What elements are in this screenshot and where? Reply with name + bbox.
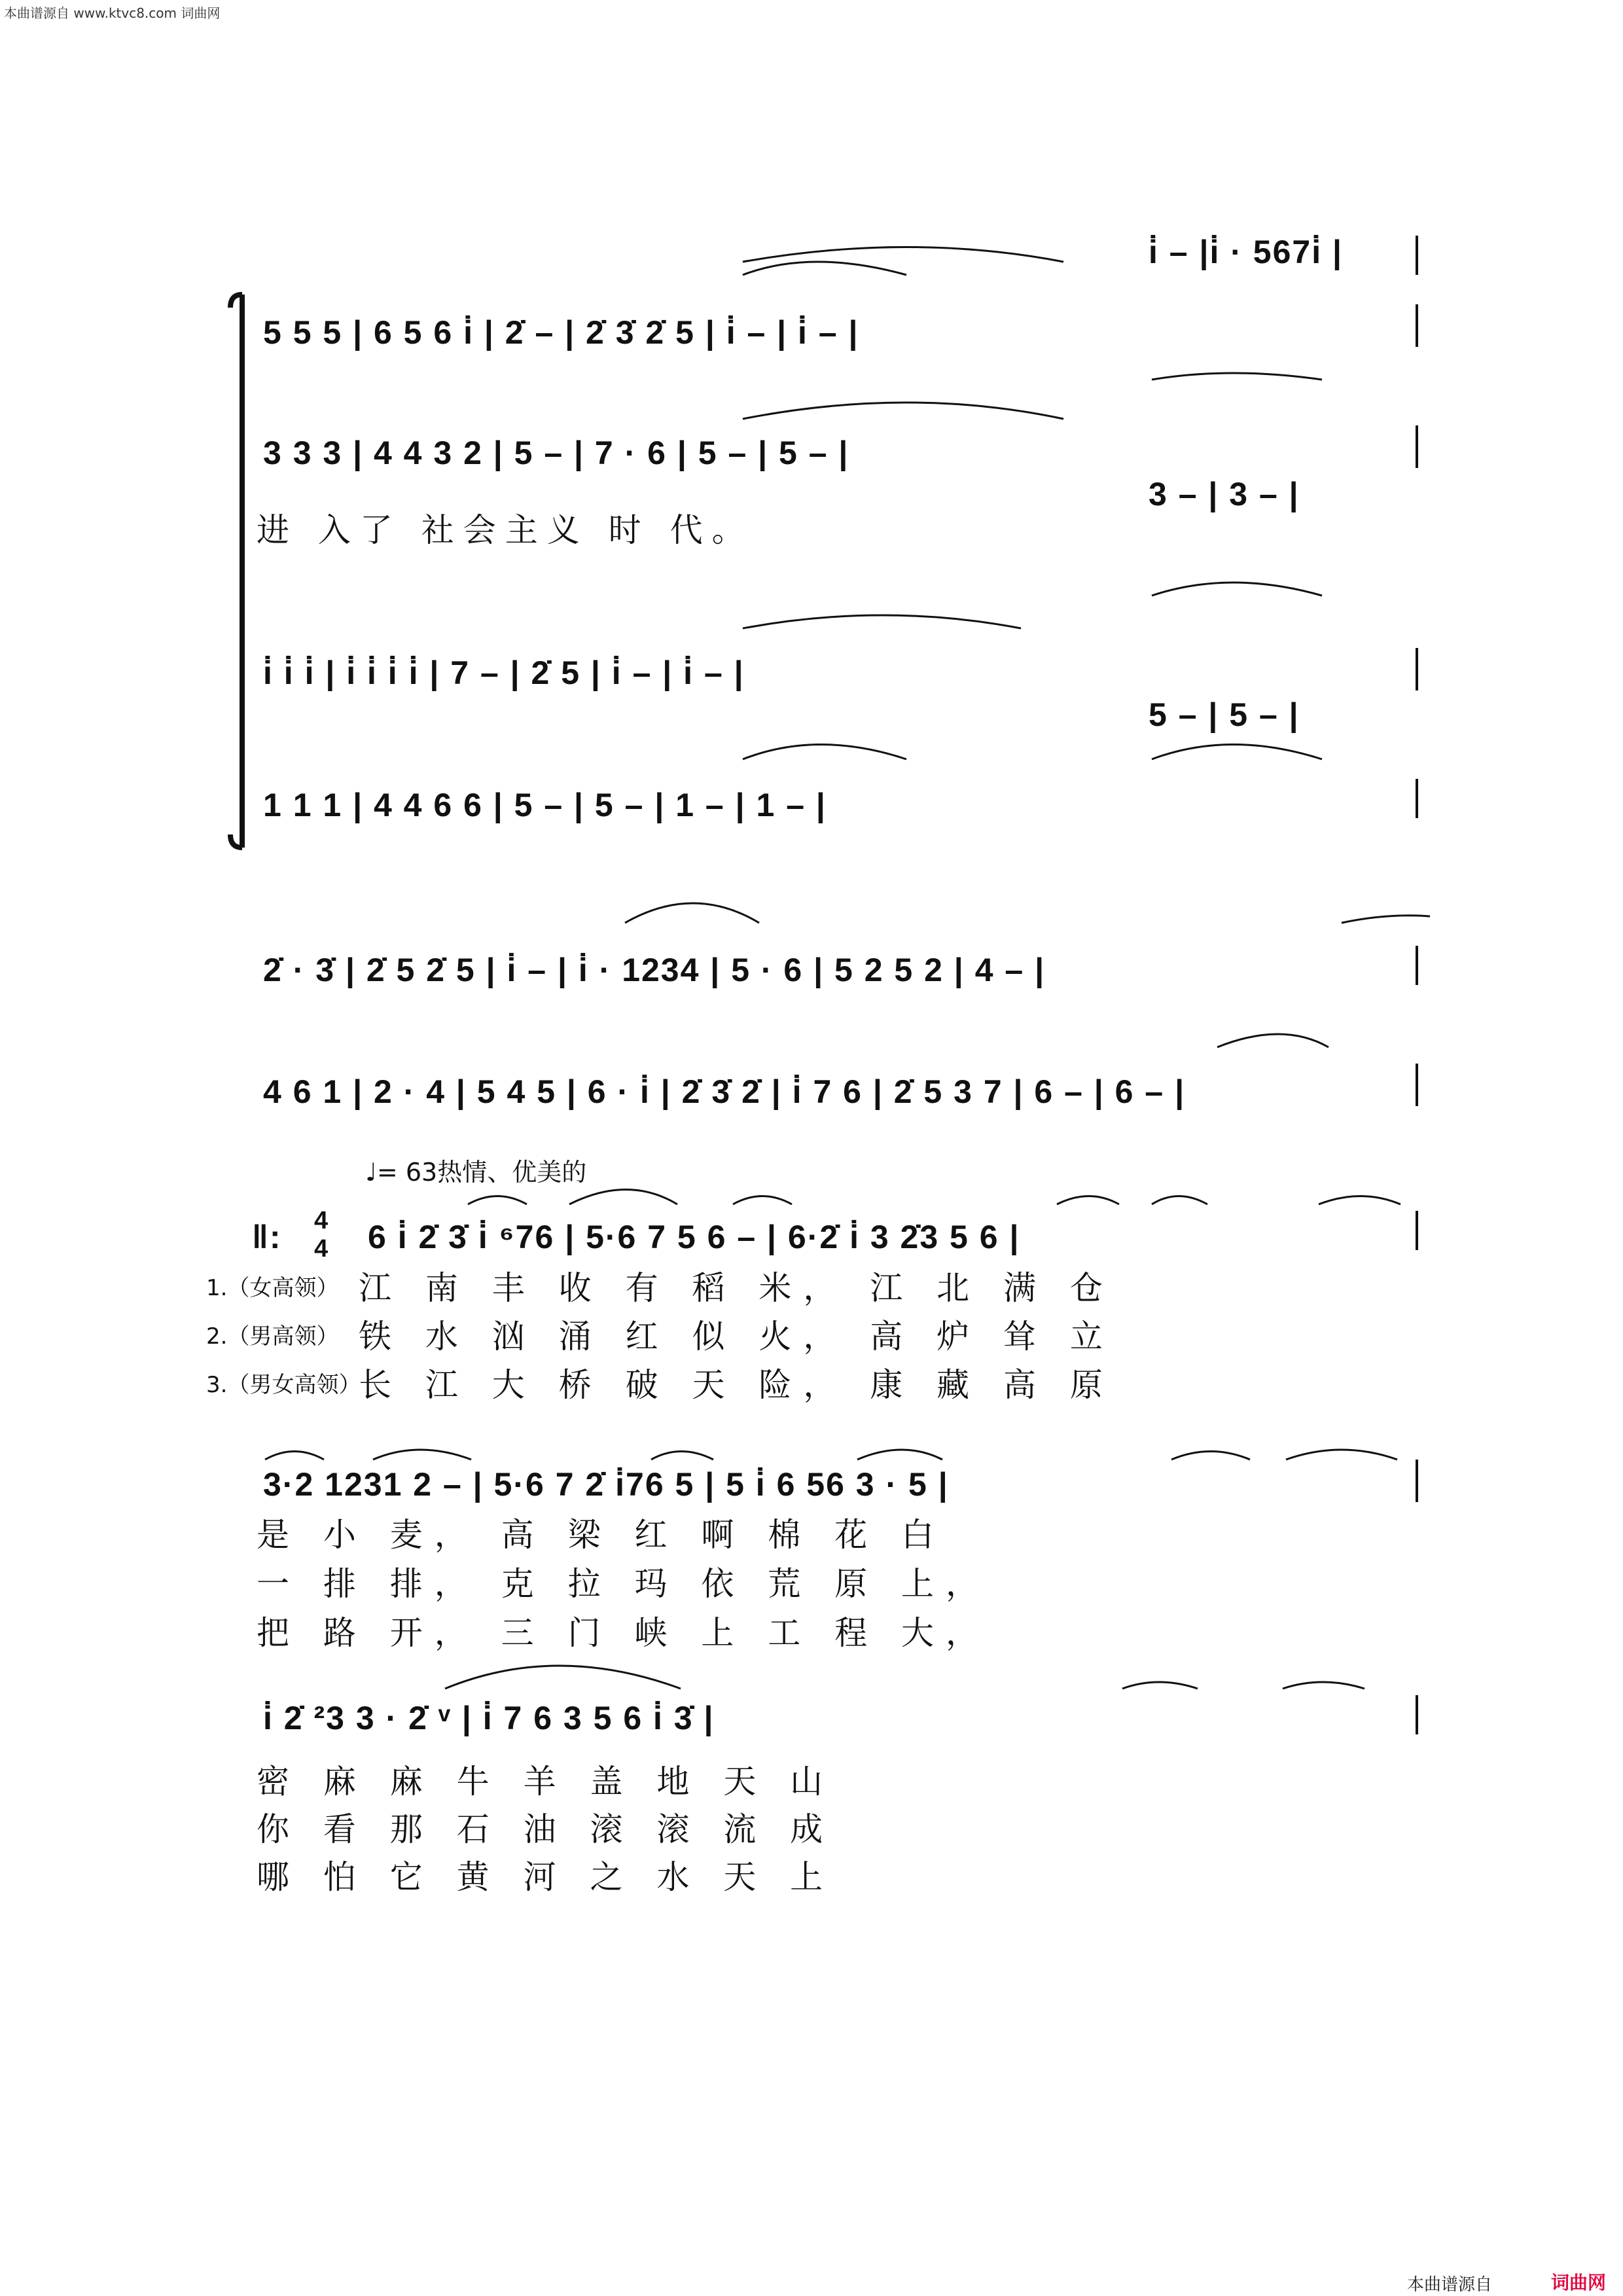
slur (265, 1452, 324, 1460)
slur (743, 615, 1021, 628)
system1-lyrics: 进 入了 社会主义 时 代。 (257, 511, 754, 549)
slur (651, 1452, 713, 1460)
verse-label-1: 1.（女高领） (206, 1275, 339, 1301)
slur (743, 262, 906, 275)
slur (857, 1450, 942, 1460)
lyrics-line2-verse2: 一 排 排， 克 拉 玛 依 荒 原 上， (257, 1565, 991, 1603)
slur (445, 1666, 681, 1689)
slur (1342, 916, 1430, 923)
section3-notes-line1: 6 i̇ 2̇ 3̇ i̇ ⁶76 | 5·6 7 5 6 – | 6·2̇ i̇ 3 2̇3 5 6 | (368, 1219, 1020, 1255)
footer-logo[interactable]: 词曲网 (1551, 2272, 1607, 2293)
lyrics-line3-verse1: 密 麻 麻 牛 羊 盖 地 天 山 (257, 1763, 835, 1801)
slur (743, 745, 906, 760)
repeat-sign: ‖: (252, 1219, 282, 1255)
time-signature-bottom: 4 (314, 1235, 330, 1263)
system1-voice3: i̇ i̇ i̇ | i̇ i̇ i̇ i̇ | 7 – | 2̇ 5 | i̇ – | i̇ – | (263, 655, 745, 691)
slur (1152, 373, 1322, 380)
system1-voice2: 3 3 3 | 4 4 3 2 | 5 – | 7 · 6 | 5 – | 5 – | (263, 435, 849, 471)
system-bracket (230, 295, 242, 848)
site-header: 本曲谱源自 www.ktvc8.com 词曲网 (4, 5, 221, 21)
slur (1283, 1682, 1364, 1689)
section3-notes-line2: 3·2 1231 2 – | 5·6 7 2̇ i̇76 5 | 5 i̇ 6 56 3 · 5 | (263, 1466, 949, 1503)
system1-voice2-lower: 3 – | 3 – | (1149, 476, 1300, 512)
lyrics-line2-verse3: 把 路 开， 三 门 峡 上 工 程 大， (257, 1614, 991, 1652)
slur (1319, 1196, 1400, 1205)
lyrics-line3-verse3: 哪 怕 它 黄 河 之 水 天 上 (257, 1858, 835, 1896)
lyrics-line1-verse2: 铁 水 汹 涌 红 似 火， 高 炉 耸 立 (359, 1318, 1115, 1355)
time-signature-top: 4 (314, 1207, 330, 1234)
slur (1286, 1450, 1397, 1460)
slur (468, 1196, 527, 1205)
slur (625, 903, 759, 923)
system1-voice1: 5 5 5 | 6 5 6 i̇ | 2̇ – | 2̇ 3̇ 2̇ 5 | i̇ – | i̇ – | (263, 314, 859, 351)
slur (743, 403, 1063, 419)
footer-source: 本曲谱源自 (1407, 2275, 1493, 2295)
slur (1152, 583, 1322, 596)
slur (1122, 1682, 1198, 1689)
verse-label-2: 2.（男高领） (206, 1323, 339, 1350)
slur (1171, 1452, 1250, 1460)
slur (743, 247, 1063, 262)
verse-label-3: 3.（男女高领） (206, 1372, 361, 1398)
slur (1057, 1196, 1119, 1205)
slur (1217, 1034, 1329, 1047)
system2-line2: 4 6 1 | 2 · 4 | 5 4 5 | 6 · i̇ | 2̇ 3̇ 2̇ | i̇ 7 6 | 2̇ 5 3 7 | 6 – | 6 – | (263, 1073, 1186, 1110)
lyrics-line1-verse1: 江 南 丰 收 有 稻 米， 江 北 满 仓 (359, 1269, 1115, 1307)
slur (373, 1450, 471, 1460)
tempo-marking: ♩= 63热情、优美的 (365, 1158, 587, 1187)
lyrics-line2-verse1: 是 小 麦， 高 梁 红 啊 棉 花 白 (257, 1516, 946, 1554)
lyrics-line3-verse2: 你 看 那 石 油 滚 滚 流 成 (257, 1810, 835, 1848)
slur (1152, 745, 1322, 760)
section3-notes-line3: i̇ 2̇ ²3 3 · 2̇ ᵛ | i̇ 7 6 3 5 6 i̇ 3̇ | (263, 1700, 715, 1736)
slur (1152, 1196, 1207, 1205)
slur (569, 1190, 677, 1205)
slur (733, 1196, 792, 1205)
system1-top-line: i̇ – |i̇ · 567i̇ | (1149, 234, 1343, 270)
system1-voice3-lower: 5 – | 5 – | (1149, 696, 1300, 733)
system1-voice4: 1 1 1 | 4 4 6 6 | 5 – | 5 – | 1 – | 1 – | (263, 787, 827, 823)
lyrics-line1-verse3: 长 江 大 桥 破 天 险， 康 藏 高 原 (359, 1366, 1115, 1404)
system2-line1: 2̇ · 3̇ | 2̇ 5 2̇ 5 | i̇ – | i̇ · 1234 | 5 · 6 | 5 2 5 2 | 4 – | (263, 952, 1046, 988)
